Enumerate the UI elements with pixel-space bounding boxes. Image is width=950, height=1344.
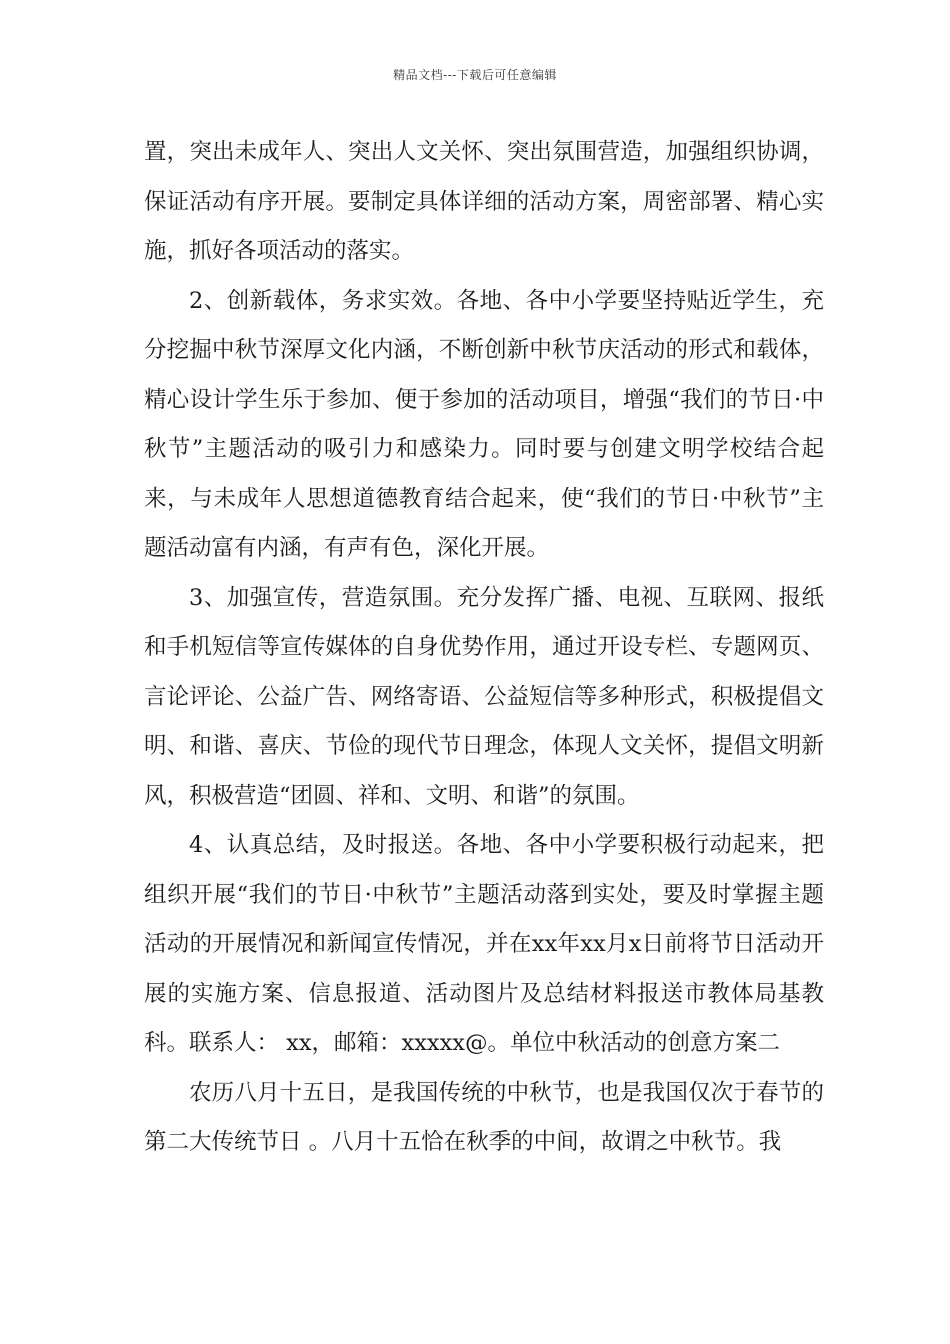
paragraph-4: 4、认真总结，及时报送。各地、各中小学要积极行动起来，把组织开展“我们的节日·中秋节”主题活动落到实处，要及时掌握主题活动的开展情况和新闻宣传情况，并在xx年xx月x日前将节日活动开展的实施方案、信息报道、活动图片及总结材料报送市教体局基教科。联系人： xx，邮箱：xxxxx@。单位中秋活动的创意方案二 (144, 832, 824, 1056)
document-body (144, 128, 824, 1168)
paragraph-3: 3、加强宣传，营造氛围。充分发挥广播、电视、互联网、报纸和手机短信等宣传媒体的自身优势作用，通过开设专栏、专题网页、言论评论、公益广告、网络寄语、公益短信等多种形式，积极提倡文明、和谐、喜庆、节俭的现代节日理念，体现人文关怀，提倡文明新风，积极营造“团圆、祥和、文明、和谐”的氛围。 (144, 584, 824, 809)
paragraph-1: 置，突出未成年人、突出人文关怀、突出氛围营造，加强组织协调，保证活动有序开展。要制定具体详细的活动方案，周密部署、精心实施，抓好各项活动的落实。 (144, 139, 824, 264)
paragraph-5: 农历八月十五日，是我国传统的中秋节，也是我国仅次于春节的第二大传统节日 。八月十五恰在秋季的中间，故谓之中秋节。我 (144, 1079, 824, 1155)
paragraph-2: 2、创新载体，务求实效。各地、各中小学要坚持贴近学生，充分挖掘中秋节深厚文化内涵，不断创新中秋节庆活动的形式和载体，精心设计学生乐于参加、便于参加的活动项目，增强“我们的节日·中秋节”主题活动的吸引力和感染力。同时要与创建文明学校结合起来，与未成年人思想道德教育结合起来，使“我们的节日·中秋节”主题活动富有内涵，有声有色，深化开展。 (144, 287, 824, 561)
page-header: 精品文档---下载后可任意编辑 (393, 68, 557, 82)
